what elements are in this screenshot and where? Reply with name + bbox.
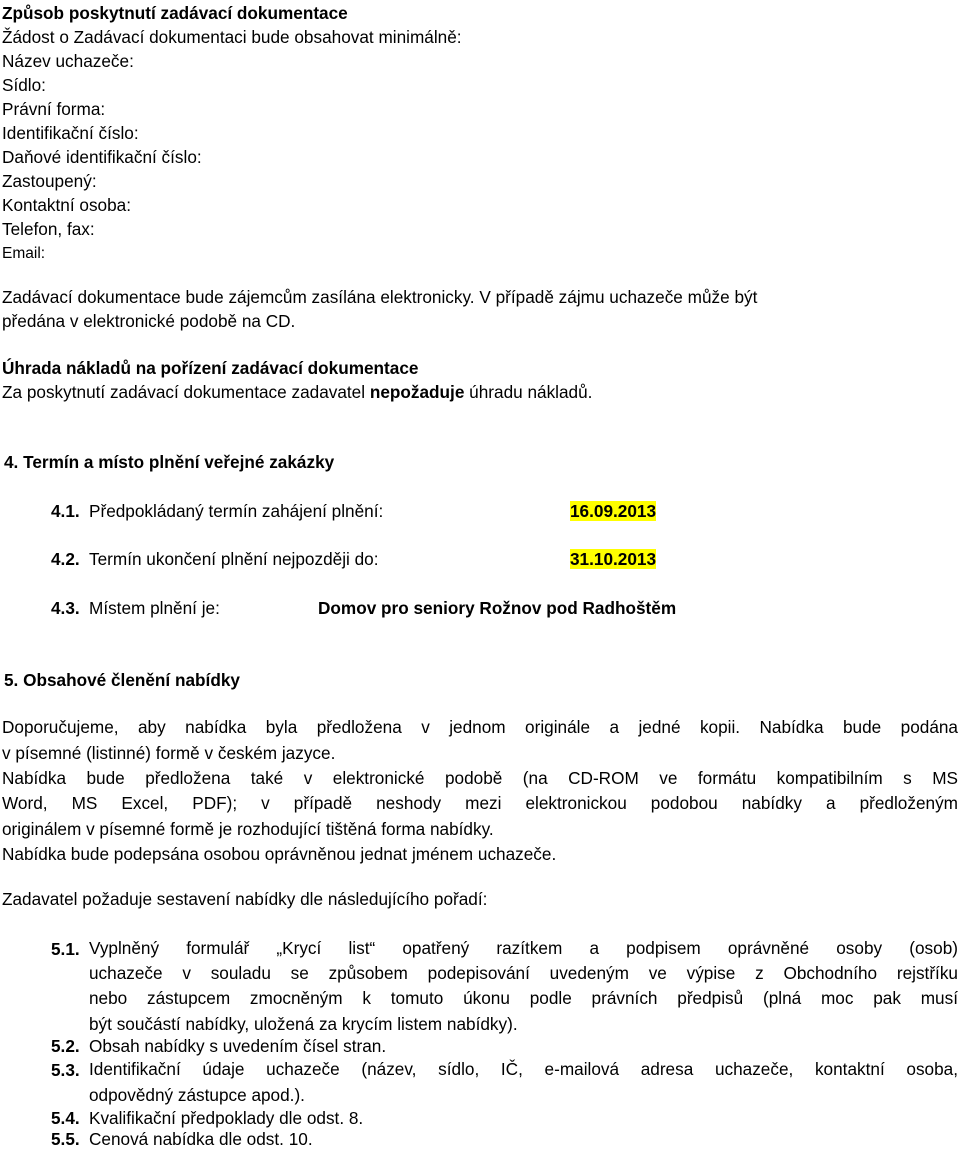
item-number: 5.1. xyxy=(51,939,80,959)
paragraph-line: Nabídka bude předložena také v elektronické podobě (na CD-ROM ve formátu kompatibilním s MS xyxy=(2,768,958,788)
item-line: Obsah nabídky s uvedením čísel stran. xyxy=(89,1036,387,1056)
item-line: uchazeče v souladu se způsobem podepisování uvedeným ve výpise z Obchodního rejstříku xyxy=(89,963,958,983)
item-number: 5.2. xyxy=(51,1036,80,1056)
item-line: Cenová nabídka dle odst. 10. xyxy=(89,1129,313,1149)
cost-heading: Úhrada nákladů na pořízení zadávací dokumentace xyxy=(2,358,419,378)
field-label: Email: xyxy=(2,245,46,262)
item-number: 4.2. xyxy=(51,549,80,569)
end-date-highlight: 31.10.2013 xyxy=(570,549,657,569)
field-label: Právní forma: xyxy=(2,99,106,119)
paragraph-line: v písemné (listinné) formě v českém jazyce. xyxy=(2,743,336,763)
item-line: nebo zástupcem zmocněným k tomuto úkonu podle právních předpisů (plná moc pak musí xyxy=(89,988,958,1008)
order-intro: Zadavatel požaduje sestavení nabídky dle následujícího pořadí: xyxy=(2,889,488,909)
cost-text-before: Za poskytnutí zadávací dokumentace zadavatel xyxy=(2,382,370,402)
item-number: 5.4. xyxy=(51,1108,80,1128)
item-line: Vyplněný formulář „Krycí list“ opatřený razítkem a podpisem oprávněné osoby (osob) xyxy=(89,938,958,958)
item-line: být součástí nabídky, uložená za krycím listem nabídky). xyxy=(89,1014,518,1034)
paragraph-line: Doporučujeme, aby nabídka byla předložena v jednom originále a jedné kopii. Nabídka bude podána xyxy=(2,717,958,737)
item-number: 4.1. xyxy=(51,501,80,521)
item-line: odpovědný zástupce apod.). xyxy=(89,1085,305,1105)
cost-text-after: úhradu nákladů. xyxy=(464,382,593,402)
field-label: Identifikační číslo: xyxy=(2,123,139,143)
item-line: Kvalifikační předpoklady dle odst. 8. xyxy=(89,1108,364,1128)
start-date-value xyxy=(570,501,656,522)
field-label: Zastoupený: xyxy=(2,171,97,191)
section4-heading: 4. Termín a místo plnění veřejné zakázky xyxy=(4,452,335,472)
item-number: 4.3. xyxy=(51,598,80,618)
provision-intro: Žádost o Zadávací dokumentaci bude obsahovat minimálně: xyxy=(2,27,462,47)
field-label: Telefon, fax: xyxy=(2,219,95,239)
section5-heading: 5. Obsahové členění nabídky xyxy=(4,670,240,690)
electronic-text: Zadávací dokumentace bude zájemcům zasílána elektronicky. V případě zájmu uchazeče může být xyxy=(2,287,758,307)
item-label: Místem plnění je: xyxy=(89,598,220,618)
item-label: Termín ukončení plnění nejpozději do: xyxy=(89,549,379,569)
item-number: 5.5. xyxy=(51,1129,80,1149)
provision-heading: Způsob poskytnutí zadávací dokumentace xyxy=(2,3,348,23)
place-value: Domov pro seniory Rožnov pod Radhoštěm xyxy=(318,598,677,618)
item-line: Identifikační údaje uchazeče (název, sídlo, IČ, e-mailová adresa uchazeče, kontaktní osoba, xyxy=(89,1059,958,1079)
field-label: Název uchazeče: xyxy=(2,51,134,71)
field-label: Daňové identifikační číslo: xyxy=(2,147,202,167)
electronic-text: předána v elektronické podobě na CD. xyxy=(2,311,296,331)
item-number: 5.3. xyxy=(51,1060,80,1080)
paragraph-line: Word, MS Excel, PDF); v případě neshody mezi elektronickou podobou nabídky a předloženým xyxy=(2,793,958,813)
field-label: Kontaktní osoba: xyxy=(2,195,131,215)
paragraph-line: originálem v písemné formě je rozhodující tištěná forma nabídky. xyxy=(2,819,494,839)
cost-text-bold: nepožaduje xyxy=(369,382,465,402)
start-date-highlight: 16.09.2013 xyxy=(570,501,657,521)
field-label: Sídlo: xyxy=(2,75,46,95)
end-date-value xyxy=(570,549,656,570)
paragraph-line: Nabídka bude podepsána osobou oprávněnou jednat jménem uchazeče. xyxy=(2,844,557,864)
item-label: Předpokládaný termín zahájení plnění: xyxy=(89,501,384,521)
cost-text xyxy=(2,382,592,403)
